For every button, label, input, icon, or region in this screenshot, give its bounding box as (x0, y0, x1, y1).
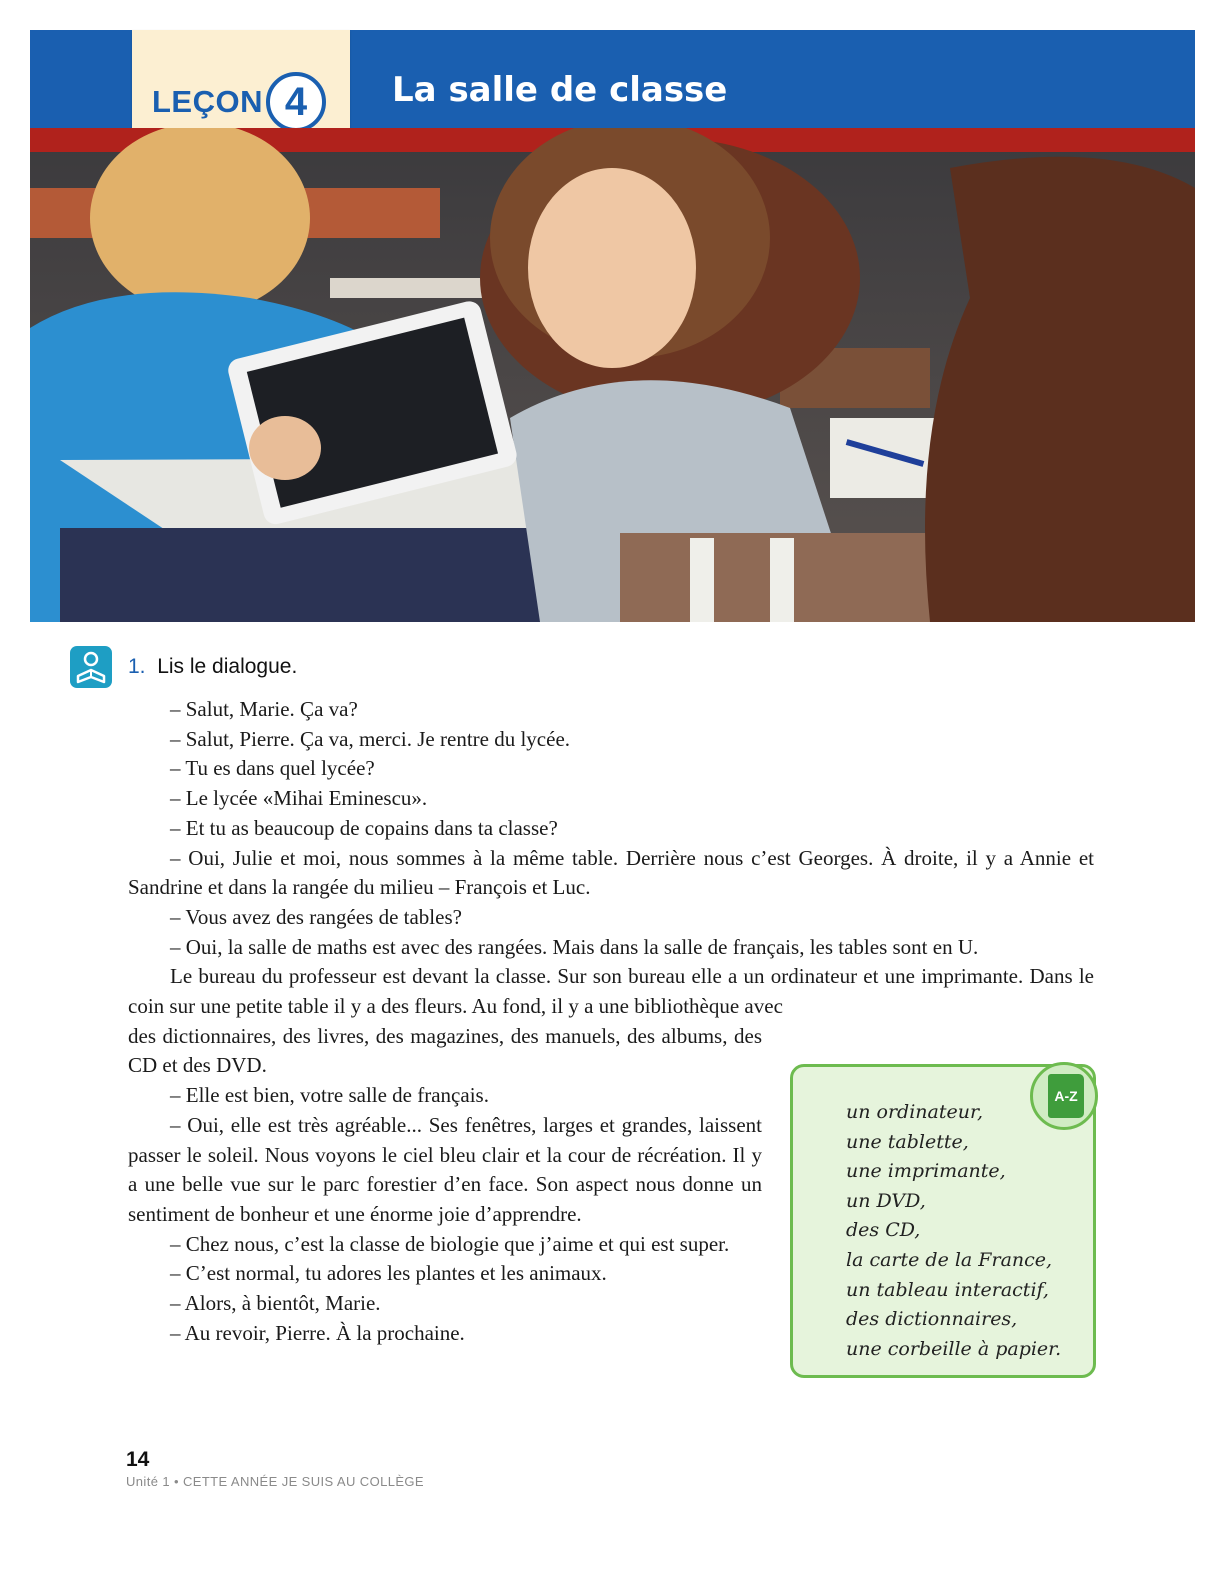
vocabulary-item: la carte de la France, (846, 1248, 1053, 1271)
dialogue-line: – Alors, à bientôt, Marie. (170, 1291, 381, 1316)
exercise-number: 1. (128, 655, 146, 678)
lesson-number-badge: 4 (266, 72, 326, 132)
classroom-photo (30, 128, 1195, 622)
dialogue-line: – Vous avez des rangées de tables? (170, 904, 462, 929)
dialogue-line: – Salut, Pierre. Ça va, merci. Je rentre du lycée. (170, 726, 571, 751)
unit-bullet: • (174, 1474, 179, 1489)
dialogue-line: – Au revoir, Pierre. À la prochaine. (170, 1320, 465, 1345)
vocabulary-item: une tablette, (846, 1130, 969, 1153)
dialogue-line: – Oui, elle est très agréable... Ses fenêtres, larges et grandes, laissent passer le soleil. Nous voyons le ciel bleu clair et la cour de récréation. Il y a une belle vue sur le parc forestier d’en face. Son aspect nous donne un sentiment de bonheur et une énorme joie d’apprendre. (128, 1112, 762, 1226)
unit-title: CETTE ANNÉE JE SUIS AU COLLÈGE (182, 1474, 424, 1489)
unit-line (126, 1474, 424, 1489)
vocabulary-item: un ordinateur, (846, 1101, 983, 1123)
dialogue-line: – Tu es dans quel lycée? (170, 756, 375, 781)
vocabulary-item: un tableau interactif, (846, 1278, 1049, 1301)
vocabulary-item: un DVD, (846, 1189, 926, 1212)
dialogue-line: – Chez nous, c’est la classe de biologie que j’aime et qui est super. (170, 1231, 730, 1256)
vocabulary-item: des CD, (846, 1219, 921, 1242)
dialogue-line: – Et tu as beaucoup de copains dans ta classe? (170, 815, 558, 840)
dialogue-line: – Elle est bien, votre salle de français. (170, 1083, 489, 1108)
unit-prefix: Unité 1 (126, 1474, 170, 1489)
vocabulary-item: une imprimante, (846, 1160, 1006, 1183)
dialogue-line: des dictionnaires, des livres, des magazines, des manuels, des albums, des CD et des DVD. (128, 1023, 762, 1078)
vocabulary-item: une corbeille à papier. (846, 1337, 1062, 1360)
dialogue-line: – Oui, Julie et moi, nous sommes à la même table. Derrière nous c’est Georges. À droite, il y a Annie et Sandrine et dans la rangée du milieu – François et Luc. (128, 845, 1094, 900)
dialogue-line: Le bureau du professeur est devant la classe. Sur son bureau elle a un ordinateur et une imprimante. Dans le coin sur une petite table il y a des fleurs. Au fond, il y a une bibliothèque avec (128, 964, 1094, 1019)
vocabulary-list (846, 1098, 1061, 1364)
dialogue-line: – Oui, la salle de maths est avec des rangées. Mais dans la salle de français, les tables sont en U. (170, 934, 979, 959)
dictionary-book-icon: A-Z (1048, 1074, 1084, 1118)
exercise-instruction: Lis le dialogue. (157, 655, 298, 678)
dialogue-line: – Salut, Marie. Ça va? (170, 697, 358, 721)
dialogue-line: – C’est normal, tu adores les plantes et les animaux. (170, 1261, 607, 1286)
reading-icon (70, 646, 112, 688)
vocabulary-item: des dictionnaires, (846, 1308, 1018, 1331)
dialogue-line: – Le lycée «Mihai Eminescu». (170, 786, 428, 811)
page-title: La salle de classe (392, 70, 728, 110)
lesson-label: LEÇON (152, 84, 263, 119)
page-number: 14 (126, 1448, 150, 1471)
exercise-heading (128, 655, 297, 679)
